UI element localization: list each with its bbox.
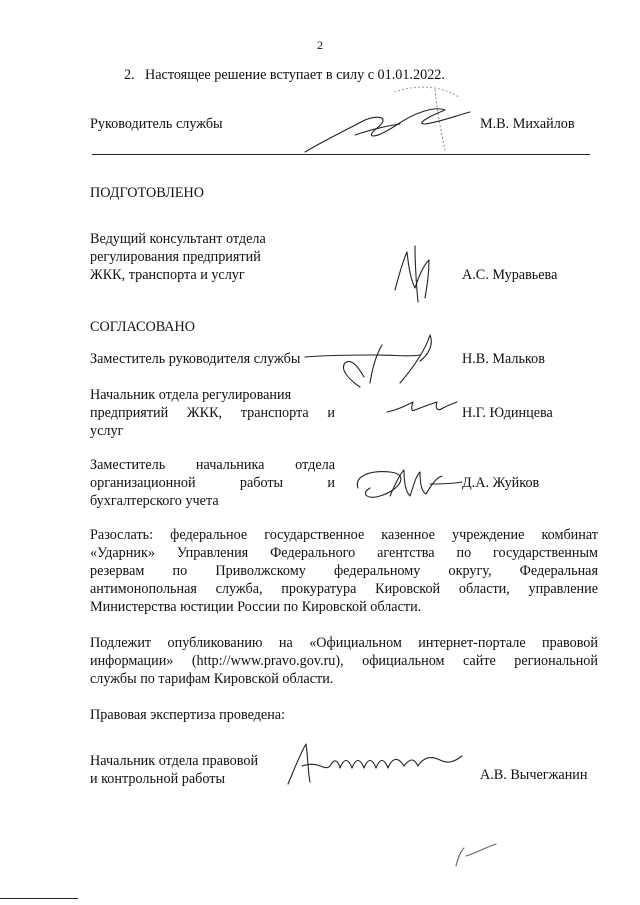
footnote-rule: [0, 898, 78, 899]
page-number: 2: [317, 38, 323, 52]
signer-2-signature: [385, 396, 460, 421]
signer-2-role: Начальник отдела регулирования предприятий ЖКК, транспорта и услуг: [90, 387, 335, 439]
head-name: М.В. Михайлов: [480, 116, 575, 132]
signer-2-name: Н.Г. Юдинцева: [462, 405, 553, 421]
separator-line: [92, 154, 590, 155]
signer-3-name: Д.А. Жуйков: [462, 475, 540, 491]
item-text: Настоящее решение вступает в силу с 01.01.2022.: [145, 67, 445, 83]
signer-3-role: Заместитель начальника отдела организационной работы и бухгалтерского учета: [90, 457, 335, 509]
publication-block: Подлежит опубликованию на «Официальном интернет-портале правовой информации» (http://www.pravo.gov.ru), официальном сайте региональной службы по тарифам Кировской области.: [90, 635, 598, 687]
initials-mark: [450, 838, 505, 868]
signer-1-signature: [300, 325, 450, 395]
legal-signer-role: Начальник отдела правовой и контрольной работы: [90, 753, 259, 787]
prepared-signature: [385, 240, 445, 310]
distribution-block: Разослать: федеральное государственное казенное учреждение комбинат «Ударник» Управления Федерального агентства по государственным резервам по Приволжскому федеральному округу, Федеральная антимонопольная служба, прокуратура Кировской области, управление Министерства юстиции России по Кировской области.: [90, 527, 598, 615]
legal-signer-signature: [280, 736, 470, 790]
signer-1-role: Заместитель руководителя службы: [90, 351, 301, 367]
agreed-heading: СОГЛАСОВАНО: [90, 319, 196, 335]
legal-review-text: Правовая экспертиза проведена:: [90, 707, 286, 723]
head-role: Руководитель службы: [90, 116, 223, 132]
prepared-heading: ПОДГОТОВЛЕНО: [90, 185, 204, 201]
signer-1-name: Н.В. Мальков: [462, 351, 545, 367]
legal-signer-name: А.В. Вычегжанин: [480, 767, 588, 783]
prepared-role: Ведущий консультант отдела регулирования предприятий ЖКК, транспорта и услуг: [90, 231, 266, 283]
head-signature: [295, 80, 485, 175]
signer-3-signature: [350, 462, 465, 507]
item-number: 2.: [124, 67, 135, 83]
prepared-name: А.С. Муравьева: [462, 267, 558, 283]
